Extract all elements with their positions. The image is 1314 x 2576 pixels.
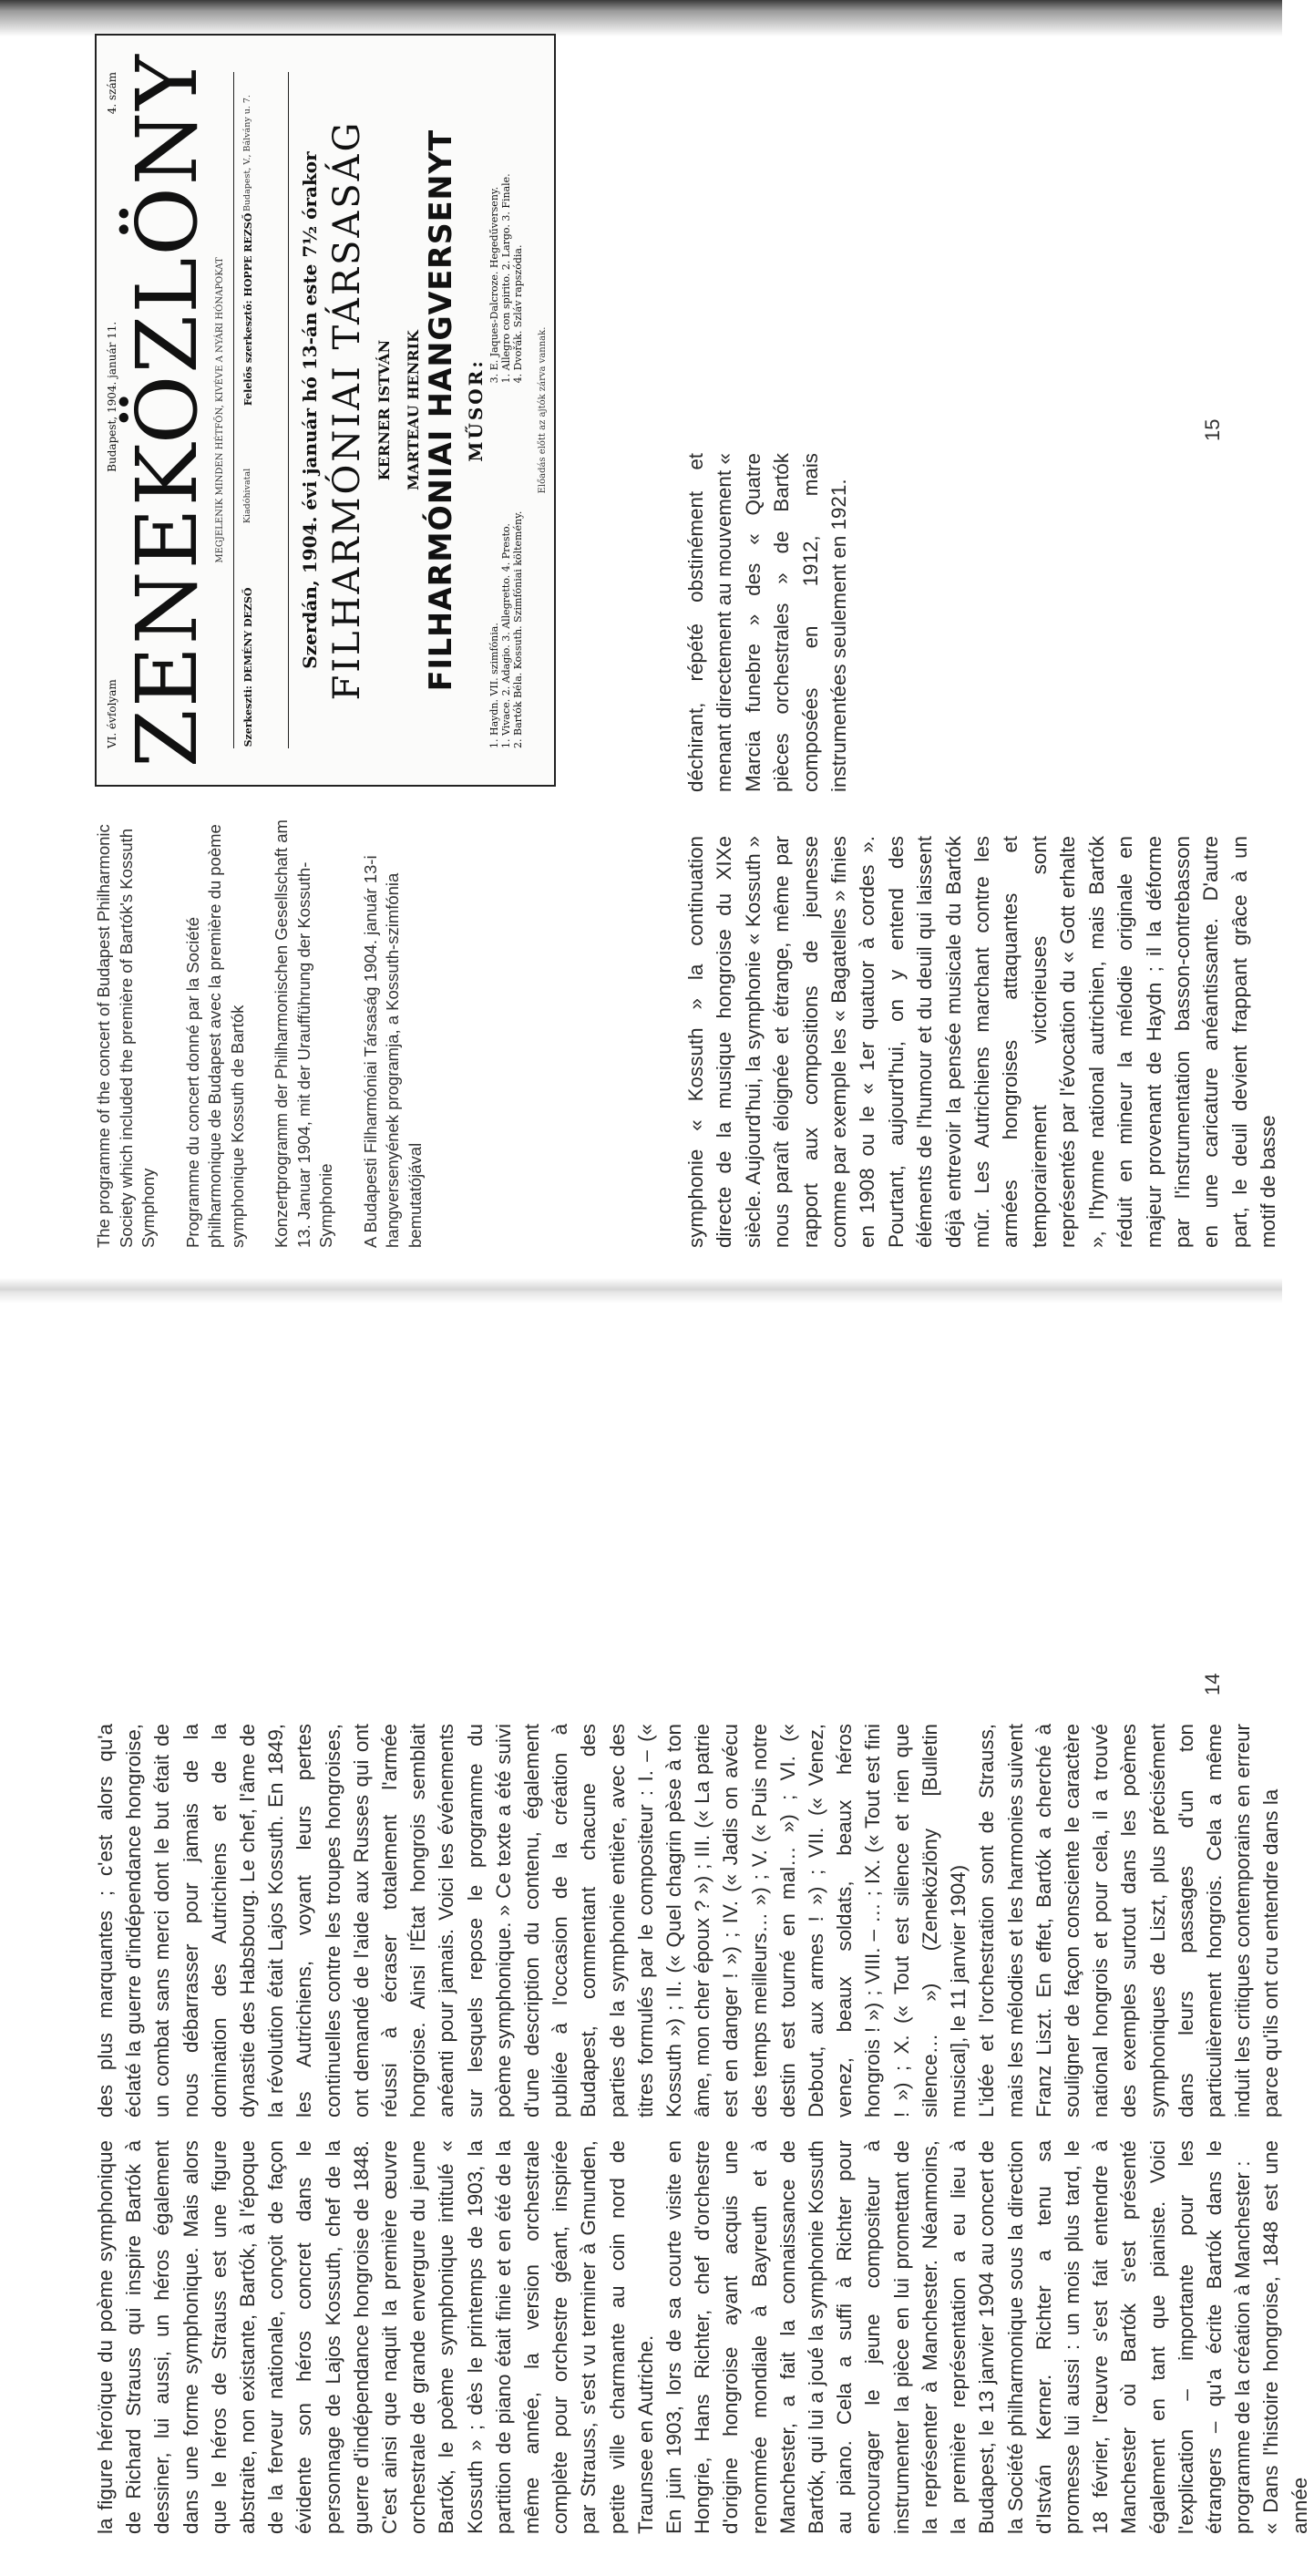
scan-edge-shadow	[0, 0, 1282, 36]
paragraph: la figure héroïque du poème symphonique de Richard Strauss qui inspire Bartók à dessiner, lui aussi, un héros également dans une forme symphonique. Mais alors que le héros de Strauss est une figure abstraite, non existante, Bartók, à l'époque de la ferveur nationale, conçoit de façon évidente son héros concret dans le personnage de Lajos Kossuth, chef de la guerre d'indépendance hongroise de 1848. C'est ainsi que naquit la première œuvre orchestrale de grande envergure du jeune Bartók, le poème symphonique intitulé « Kossuth » ; dès le printemps de 1903, la partition de piano était finie et en été de la même année, la version orchestrale complète pour orchestre géant, inspirée par Strauss, s'est vu terminer à Gmunden, petite ville charmante au coin nord de Traunsee en Autriche.	[94, 2140, 657, 2534]
programme-event-date: Szerdán, 1904. évi január hó 13-án este 7½ órakor	[299, 151, 321, 669]
programme-concert-title: FILHARMÓNIAI HANGVERSENYT	[423, 129, 459, 692]
paragraph: déchirant, répété obstinément et menant directement au mouvement « Marcia funebre » des « Quatre pièces orchestrales » de Bartók composées en 1912, mais instrumentées seulement en 1921.	[684, 453, 851, 792]
paragraph: En juin 1903, lors de sa courte visite en Hongrie, Hans Richter, chef d'orchestre d'origine hongroise ayant acquis une renommée mondiale à Bayreuth et à Manchester, a fait la connaissance de Bartók, qui lui a joué la symphonie Kossuth au piano. Cela a suffi à Richter pour encourager le jeune compositeur à instrumenter la pièce en lui promettant de la représenter à Manchester. Néanmoins, la première représentation a eu lieu à Budapest, le 13 janvier 1904 au concert de la Société philharmonique sous la direction d'István Kerner. Richter a tenu sa promesse lui aussi : un mois plus tard, le 18 février, l'œuvre s'est fait entendre à Manchester où Bartók s'est présenté également en tant que pianiste. Voici l'explication – importante pour les étrangers – qu'a écrite Bartók dans le programme de la création à Manchester :	[662, 2140, 1255, 2534]
programme-issue: VI. évfolyam	[106, 679, 118, 748]
caption-english: The programme of the concert of Budapest Philharmonic Society which included the première of Bartók's Kossuth Symphony	[94, 824, 158, 1248]
programme-work: 4. Dvořák. Szláv rapszódia.	[512, 244, 524, 384]
page-number-left: 14	[1201, 1673, 1224, 1695]
programme-dateline	[106, 72, 118, 748]
paragraph: L'idée et l'orchestration sont de Strauss, mais les mélodies et les harmonies suivent Franz Liszt. En effet, Bartók a cherché à souligner de façon consciente le caractère national hongrois et pour cela, il a trouvé des exemples surtout dans les poèmes symphoniques de Liszt, plus précisément dans leurs passages d'un ton particulièrement hongrois. Cela a même induit les critiques contemporains en erreur parce qu'ils ont cru entendre dans la	[975, 1724, 1283, 2117]
programme-work: 2. Bartók Béla. Kossuth. Szimfóniai költemény.	[512, 510, 524, 748]
right-page-column-1	[682, 836, 1283, 1248]
programme-footer: Előadás előtt az ajtók zárva vannak.	[538, 326, 548, 494]
programme-work: 3. E. Jaques-Dalcroze. Hegedűverseny.	[488, 186, 500, 384]
paragraph: « Dans l'histoire hongroise, 1848 est une année	[1259, 2140, 1311, 2534]
programme-number: 4. szám	[106, 72, 118, 115]
programme-rule	[233, 72, 234, 748]
page-number-right: 15	[1201, 418, 1224, 441]
programme-rule	[288, 72, 289, 748]
programme-work: 1. Vivace. 2. Adagio. 3. Allegretto. 4. Presto.	[500, 523, 512, 748]
programme-conductor: KERNER ISTVÁN	[375, 339, 393, 481]
programme-editor: Szerkeszti: DEMÉNY DEZSŐ	[242, 587, 254, 747]
left-page-column-2	[91, 1724, 1286, 2117]
programme-date: Budapest, 1904. január 11.	[106, 321, 118, 472]
programme-responsible-editor: Felelős szerkesztő: HOPPE REZSŐ	[242, 212, 254, 407]
programme-organizer: FILHARMÓNIAI TÁRSASÁG	[326, 119, 368, 701]
programme-info-row	[242, 72, 254, 748]
caption-french: Programme du concert donné par la Société philharmonique de Budapest avec la première du poème symphonique Kossuth de Bartók	[182, 824, 247, 1248]
right-page-column-2	[682, 453, 853, 792]
programme-works-left	[488, 438, 524, 748]
paragraph: symphonie « Kossuth » la continuation directe de la musique hongroise du XIXe siècle. Aujourd'hui, la symphonie « Kossuth » nous paraît éloignée et étrange, même par rapport aux compositions de jeunesse comme par exemple les « Bagatelles » finies en 1908 ou le « 1er quatuor à cordes ». Pourtant, aujourd'hui, on y entend des éléments de l'humour et du deuil qui laissent déjà entrevoir la pensée musicale du Bartók mûr. Les Autrichiens marchant contre les armées hongroises attaquantes et temporairement victorieuses sont représentés par l'évocation du « Gott erhalte », l'hymne national autrichien, mais Bartók réduit en mineur la mélodie originale en majeur provenant de Haydn ; il la déforme par l'instrumentation basson-contrebasson en une caricature anéantissante. D'autre part, le deuil devient frappant grâce à un motif de basse	[684, 836, 1280, 1248]
left-page-column-1	[91, 2140, 1314, 2534]
programme-heading: MŰSOR:	[465, 358, 487, 462]
programme-works-right	[488, 72, 524, 383]
page-fold-shadow	[0, 1278, 1282, 1303]
programme-work: 1. Haydn. VII. szimfónia.	[488, 623, 500, 748]
programme-work: 1. Allegro con spirito. 2. Largo. 3. Finale.	[500, 173, 512, 384]
caption-hungarian: A Budapesti Filharmóniai Társaság 1904. január 13-i hangversenyének programja, a Kossuth-szimfónia bemutatójával	[360, 855, 425, 1248]
paragraph: des plus marquantes ; c'est alors qu'a éclaté la guerre d'indépendance hongroise, un combat sans merci dont le but était de nous débarrasser pour jamais de la domination des Autrichiens et de la dynastie des Habsbourg. Le chef, l'âme de la révolution était Lajos Kossuth. En 1849, les Autrichiens, voyant leurs pertes continuelles contre les troupes hongroises, ont demandé de l'aide aux Russes qui ont réussi à écraser totalement l'armée hongroise. Ainsi l'État hongrois semblait anéanti pour jamais. Voici les événements sur lesquels repose le programme du poème symphonique. » Ce texte a été suivi d'une description du contenu, également publiée à l'occasion de la création à Budapest, commentant chacune des parties de la symphonie entière, avec des titres formulés par le compositeur : I. – (« Kossuth ») ; II. (« Quel chagrin pèse à ton âme, mon cher époux ? ») ; III. (« La patrie est en danger ! ») ; IV. (« Jadis on avécu des temps meilleurs… ») ; V. (« Puis notre destin est tourné en mal… ») ; VI. (« Debout, aux armes ! ») ; VII. (« Venez, venez, beaux soldats, beaux héros hongrois ! ») ; VIII. – … ; IX. (« Tout est fini ! ») ; X. (« Tout est silence et rien que silence… ») (Zeneközlöny [Bulletin musical], le 11 janvier 1904)	[94, 1724, 970, 2117]
image-captions	[93, 819, 448, 1248]
concert-programme-facsimile	[95, 34, 556, 787]
programme-works	[488, 72, 524, 748]
programme-soloist: MARTEAU HENRIK	[405, 330, 422, 490]
caption-german: Konzertprogramm der Philharmonischen Gesellschaft am 13. Januar 1904, mit der Uraufführung der Kossuth-Symphonie	[272, 819, 335, 1248]
programme-office: Kiadóhivatal	[242, 468, 252, 524]
programme-masthead: ZENEKÖZLÖNY	[118, 52, 216, 768]
programme-address: Budapest, V., Bálvány u. 7.	[242, 95, 252, 212]
programme-subtitle: MEGJELENIK MINDEN HÉTFŐN, KIVÉVE A NYÁRI HÓNAPOKAT	[215, 257, 225, 563]
